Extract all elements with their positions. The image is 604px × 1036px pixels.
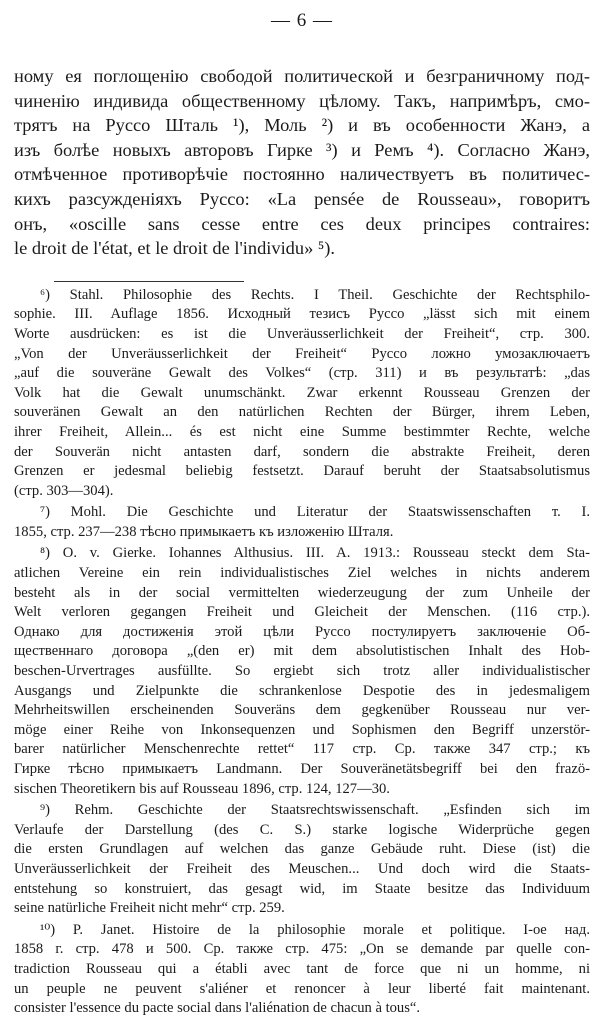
footnote-6 — [14, 286, 590, 502]
footnote-line: 1855, стр. 237—238 тѣсно примыкаетъ къ изложенію Шталя. — [14, 523, 394, 540]
footnote-line: Verlaufe der Darstellung (des C. S.) starke logische Widerprüche gegen — [14, 821, 590, 838]
footnote-line: sischen Theoretikern bis auf Rousseau 1896, стр. 124, 127—30. — [14, 780, 390, 797]
body-line: отмѣченное противорѣчіе постоянно наличествуетъ въ политичес- — [14, 164, 590, 185]
body-line: ному ея поглощенію свободой политической и безграничному под- — [14, 66, 590, 86]
footnote-line: seine natürliche Freiheit nicht mehr“ стр. 259. — [14, 900, 285, 917]
footnote-line: ⁸) O. v. Gierke. Iohannes Althusius. III. A. 1913.: Rousseau steckt dem Sta- — [40, 545, 590, 562]
footnote-line: sophie. III. Auflage 1856. Исходный тезисъ Руссо „lässt sich mit einem — [14, 306, 590, 323]
footnote-line: der Souverän nicht antasten darf, sondern die abstrakte Freiheit, deren — [14, 443, 590, 460]
footnote-line: tradiction Rousseau qui a établi avec tant de force que ni un homme, ni — [14, 960, 590, 977]
body-line: кихъ разсужденіяхъ Руссо: «La pensée de Rousseau», говоритъ — [14, 188, 590, 209]
footnote-line: entstehung so konstruiert, das gesagt wid, im Staate besitze das Individuum — [14, 880, 590, 897]
footnote-10 — [14, 921, 590, 1019]
footnote-divider — [54, 281, 244, 282]
footnote-9 — [14, 801, 590, 919]
footnote-line: consister l'essence du pacte social dans l'aliénation de chacun à tous“. — [14, 1000, 421, 1017]
footnote-line: Volk hat die Gewalt unumschänkt. Zwar erkennt Rousseau Grenzen der — [14, 384, 590, 401]
footnote-line: „Von der Unveräusserlichkeit der Freiheit“ Руссо ложно умозаключаетъ — [14, 345, 590, 362]
page-number: — 6 — — [271, 10, 333, 31]
footnotes — [14, 286, 590, 1019]
footnote-line: Grenzen er jedesmal beliebig festsetzt. Darauf beruht der Staatsabsolutismus — [14, 463, 590, 480]
footnote-7 — [14, 503, 590, 542]
footnote-line: ⁹) Rehm. Geschichte der Staatsrechtswissenschaft. „Esfinden sich im — [40, 802, 590, 819]
footnote-line: 1858 г. стр. 478 и 500. Ср. также стр. 475: „On se demande par quelle con- — [14, 941, 590, 958]
footnote-line: „auf die souveräne Gewalt des Volkes“ (стр. 311) и въ результатѣ: „das — [14, 365, 590, 382]
footnote-line: (стр. 303—304). — [14, 482, 114, 499]
footnote-line: ⁷) Mohl. Die Geschichte und Literatur der Staatswissenschaften т. I. — [40, 504, 590, 521]
footnote-line: ¹⁰) P. Janet. Histoire de la philosophie morale et politique. I-oe над. — [40, 921, 590, 938]
footnote-8 — [14, 544, 590, 799]
footnote-line: atlichen Vereine ein rein individualistisches Ziel welches in nichts anderem — [14, 565, 590, 582]
footnote-line: Welt verloren gegangen Freiheit und Gleicheit der Menschen. (116 стр.). — [14, 604, 590, 621]
body-line: чиненію индивида общественному цѣлому. Такъ, напримѣръ, смо- — [14, 90, 590, 111]
footnote-line: Unveräusserlichkeit der Freiheit des Meuschen... Und doch wird die Staats- — [14, 860, 590, 877]
body-line: изъ болѣе новыхъ авторовъ Гирке ³) и Ремъ ⁴). Согласно Жанэ, — [14, 139, 590, 160]
footnote-line: ihrer Freiheit, Allein... és est nicht eine Summe bestimmter Rechte, welche — [14, 423, 590, 440]
footnote-line: Ausgangs und Zielpunkte die schrankenlose Despotie des in jedesmaligem — [14, 682, 590, 699]
footnote-line: beschen-Urvertrages ausfüllte. So ergiebt sich trotz aller individualistischer — [14, 663, 590, 680]
footnote-line: Mehrheitswillen erscheinenden Souveräns dem gegkenüber Rousseau nur ver- — [14, 702, 590, 719]
footnote-line: Гирке тѣсно примыкаетъ Landmann. Der Souveränetätsbegriff bei den frazö- — [14, 761, 590, 777]
footnote-line: un peuple ne peuvent s'aliéner et renoncer à leur liberté fait maintenant. — [14, 980, 590, 997]
footnote-line: barer natürlicher Menschenrechte rettet“ 117 стр. Ср. также 347 стр.; къ — [14, 741, 590, 758]
footnote-line: щественнаго договора „(den er) mit dem absolutistischen Inhalt des Hob- — [14, 643, 590, 660]
footnote-line: ⁶) Stahl. Philosophie des Rechts. I Theil. Geschichte der Rechtsphilo- — [40, 286, 590, 303]
footnote-line: Worte ausdrücken: es ist die Unveräusserlichkeit der Freiheit“, стр. 300. — [14, 325, 590, 342]
footnote-line: Однако для достиженія этой цѣли Руссо постулируетъ заключеніе Об- — [14, 623, 590, 640]
footnote-line: die ersten Grundlagen auf welchen das ganze Gebäude ruht. Diese (ist) die — [14, 841, 590, 858]
footnote-line: souveränen Gewalt an den natürlichen Rechten der Bürger, ihrem Leben, — [14, 404, 590, 421]
main-paragraph — [14, 64, 590, 261]
body-line: le droit de l'état, et le droit de l'individu» ⁵). — [14, 238, 336, 259]
body-line: онъ, «oscille sans cesse entre ces deux principes contraires: — [14, 213, 590, 234]
footnote-line: möge einer Reihe von Inkonsequenzen und Sophismen den Begriff unzerstör- — [14, 721, 590, 738]
footnote-line: besteht als in der social vermittelten wiederzeugung der zum Unheile der — [14, 584, 590, 601]
body-line: трятъ на Руссо Шталь ¹), Моль ²) и въ особенности Жанэ, а — [14, 115, 590, 136]
